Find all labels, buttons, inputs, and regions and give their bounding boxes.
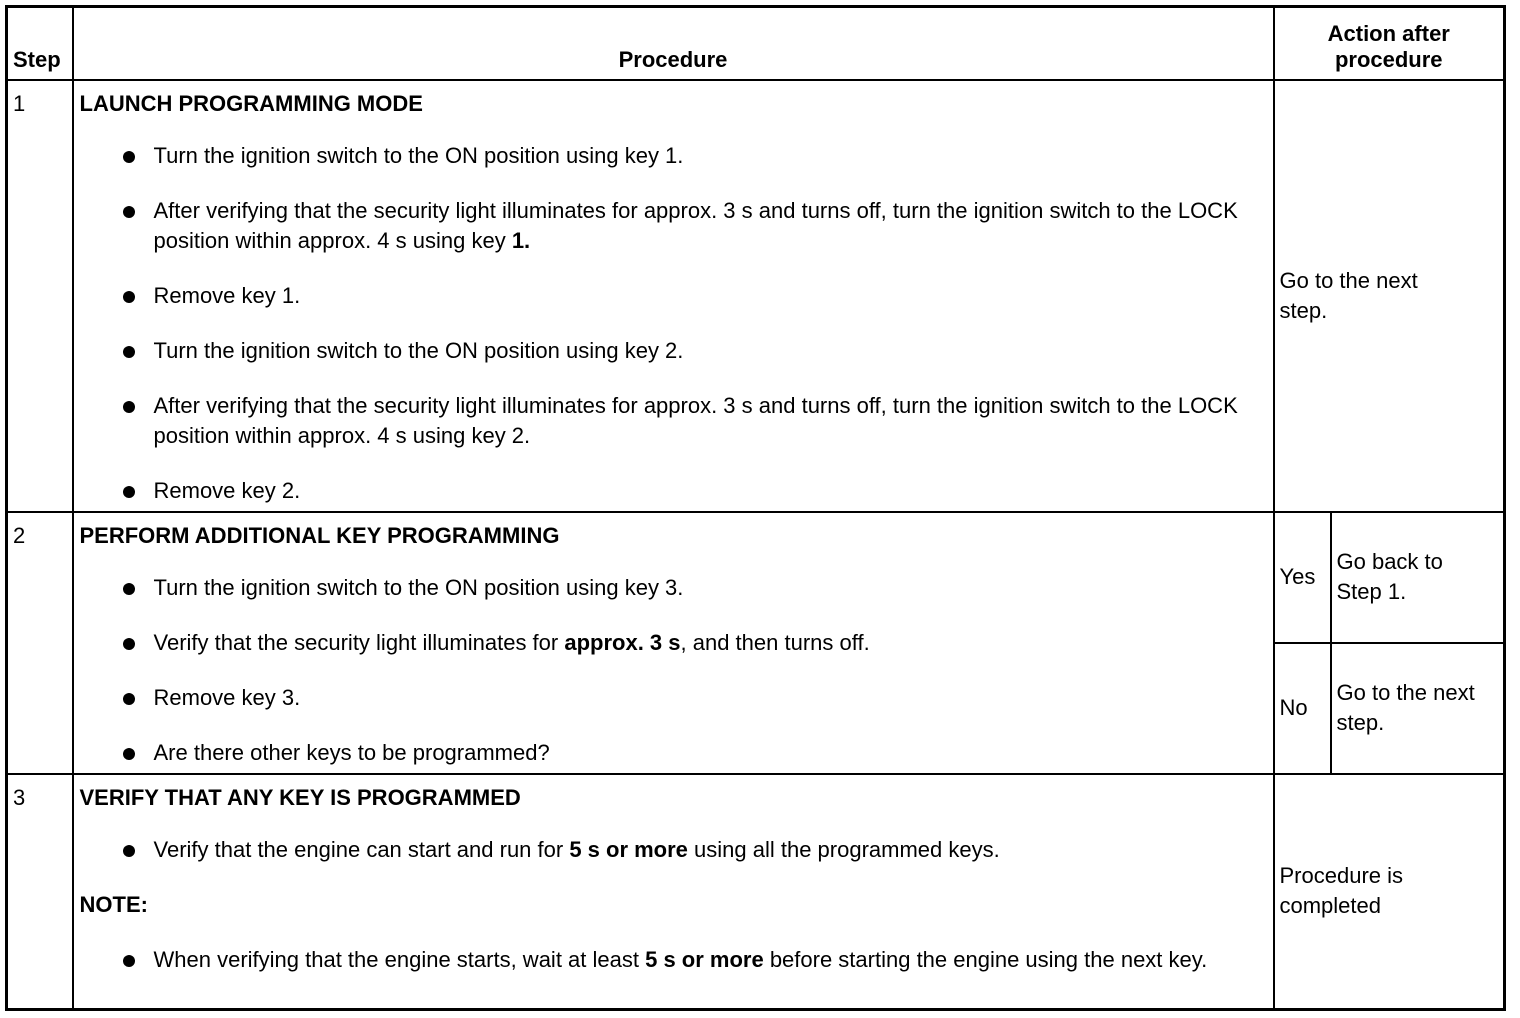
step-2-procedure bbox=[73, 512, 1274, 774]
list-item: When verifying that the engine starts, wait at least 5 s or more before starting the engine using the next key. bbox=[80, 945, 1253, 975]
bullet-icon bbox=[123, 401, 135, 413]
step-3-procedure bbox=[73, 774, 1274, 1010]
bullet-icon bbox=[123, 346, 135, 358]
step-3-row bbox=[7, 774, 1505, 1010]
bullet-icon bbox=[123, 748, 135, 760]
list-item: Remove key 3. bbox=[80, 683, 1253, 713]
action-header-line2: procedure bbox=[1334, 46, 1443, 72]
yes-label: Yes bbox=[1274, 512, 1331, 643]
step-1-title: LAUNCH PROGRAMMING MODE bbox=[79, 90, 423, 116]
note-label: NOTE: bbox=[79, 891, 148, 917]
bullet-icon bbox=[123, 693, 135, 705]
step-1-procedure bbox=[73, 80, 1274, 512]
step-3-title: VERIFY THAT ANY KEY IS PROGRAMMED bbox=[79, 784, 521, 810]
step-3-number: 3 bbox=[7, 774, 73, 1010]
procedure-header: Procedure bbox=[73, 7, 1274, 80]
list-item: Turn the ignition switch to the ON position using key 1. bbox=[80, 141, 1253, 171]
list-item: Turn the ignition switch to the ON position using key 2. bbox=[80, 336, 1253, 366]
bullet-icon bbox=[123, 151, 135, 163]
bullet-icon bbox=[123, 583, 135, 595]
bullet-icon bbox=[123, 206, 135, 218]
step-3-action: Procedure is completed bbox=[1274, 774, 1505, 1010]
step-header: Step bbox=[7, 7, 73, 80]
step-2-number: 2 bbox=[7, 512, 73, 774]
step-1-number: 1 bbox=[7, 80, 73, 512]
procedure-table bbox=[5, 5, 1506, 1011]
list-item: Verify that the engine can start and run for 5 s or more using all the programmed keys. bbox=[80, 835, 1253, 865]
action-header bbox=[1274, 7, 1505, 80]
action-header-line1: Action after bbox=[1327, 20, 1450, 46]
step-1-row bbox=[7, 80, 1505, 512]
list-item: After verifying that the security light illuminates for approx. 3 s and turns off, turn the ignition switch to the LOCK position within approx. 4 s using key 1. bbox=[80, 196, 1253, 256]
bullet-icon bbox=[123, 638, 135, 650]
bullet-icon bbox=[123, 845, 135, 857]
bullet-icon bbox=[123, 486, 135, 498]
list-item: Remove key 2. bbox=[80, 476, 1253, 506]
step-2-title: PERFORM ADDITIONAL KEY PROGRAMMING bbox=[79, 522, 560, 548]
no-label: No bbox=[1274, 643, 1331, 774]
step-2-row-yes bbox=[7, 512, 1505, 643]
list-item: Turn the ignition switch to the ON position using key 3. bbox=[80, 573, 1253, 603]
list-item: Verify that the security light illuminates for approx. 3 s, and then turns off. bbox=[80, 628, 1253, 658]
step-3-bullets-b bbox=[80, 945, 1253, 975]
list-item: Remove key 1. bbox=[80, 281, 1253, 311]
step-2-bullets bbox=[80, 573, 1253, 768]
step-1-action: Go to the next step. bbox=[1274, 80, 1505, 512]
yes-action: Go back to Step 1. bbox=[1331, 512, 1505, 643]
bullet-icon bbox=[123, 955, 135, 967]
list-item: Are there other keys to be programmed? bbox=[80, 738, 1253, 768]
bullet-icon bbox=[123, 291, 135, 303]
no-action: Go to the next step. bbox=[1331, 643, 1505, 774]
list-item: After verifying that the security light illuminates for approx. 3 s and turns off, turn the ignition switch to the LOCK position within approx. 4 s using key 2. bbox=[80, 391, 1253, 451]
header-row bbox=[7, 7, 1505, 80]
step-3-bullets-a bbox=[80, 835, 1253, 865]
step-1-bullets bbox=[80, 141, 1253, 506]
